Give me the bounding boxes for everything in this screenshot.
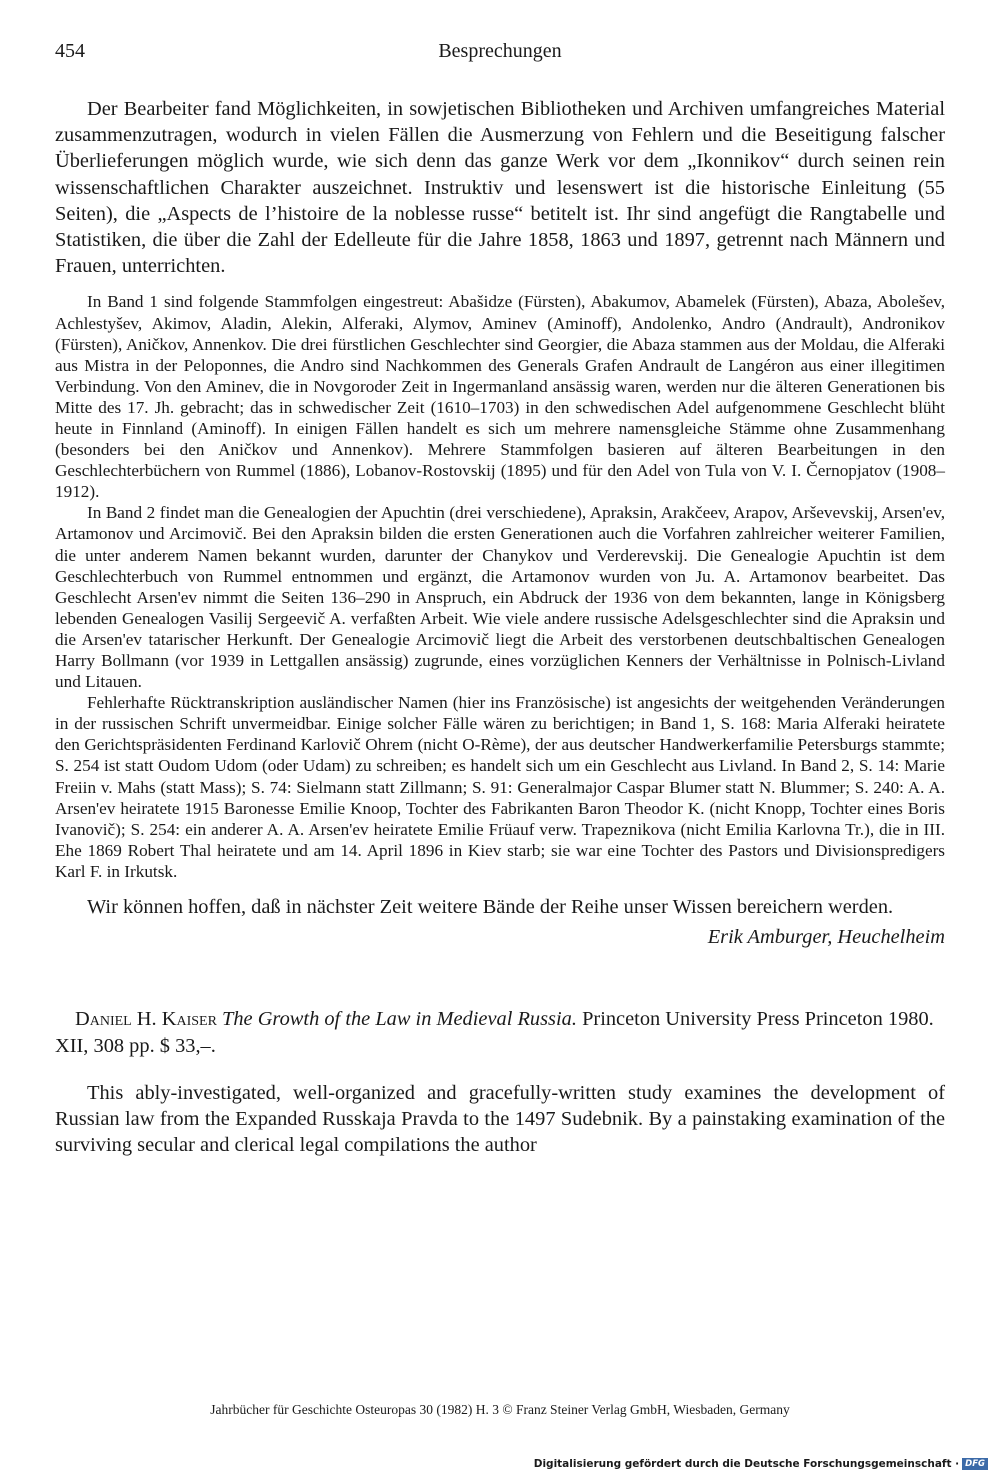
- review-signature: Erik Amburger, Heuchelheim: [707, 926, 945, 949]
- page-header: [55, 40, 945, 70]
- closing-paragraph: Wir können hoffen, daß in nächster Zeit weitere Bände der Reihe unser Wissen bereichern werden.: [87, 896, 894, 919]
- digitization-note: [534, 1458, 988, 1470]
- citation-title: The Growth of the Law in Medieval Russia.: [222, 1008, 577, 1031]
- running-head: Besprechungen: [438, 40, 562, 62]
- body-paragraph: Der Bearbeiter fand Möglichkeiten, in sowjetischen Bibliotheken und Archiven umfangreiches Material zusammenzutragen, wodurch in vielen Fällen die Ausmerzung von Fehlern und die Beseitigung falscher Überlieferungen möglich wurde, wie sich denn das ganze Werk vor dem „Ikonnikov“ durch seinen rein wissenschaftlichen Charakter auszeichnet. Instruktiv und lesenswert ist die historische Einleitung (55 Seiten), die „Aspects de l’histoire de la noblesse russe“ betitelt ist. Ihr sind angefügt die Rangtabelle und Statistiken, die über die Zahl der Edelleute für die Jahre 1858, 1863 und 1897, getrennt nach Männern und Frauen, unterrichten.: [55, 98, 945, 278]
- small-paragraph: In Band 2 findet man die Genealogien der Apuchtin (drei verschiedene), Apraksin, Arakčeev, Arapov, Arševevskij, Arsen'ev, Artamonov und Arcimovič. Bei den Apraksin bilden die ersten Generationen auch die Vorfahren zahlreicher weiterer Familien, die unter anderem Namen bekannt wurden, darunter der Chanykov und Verderevskij. Die Genealogie Apuchtin ist dem Geschlechterbuch von Rummel entnommen und ergänzt, die Artamonov wurden von Ju. A. Artamonov bearbeitet. Das Geschlecht Arsen'ev nimmt die Seiten 136–290 in Anspruch, ein Abdruck der 1936 von dem bekannten, lange in Königsberg lebenden Genealogen Vasilij Sergeevič A. verfaßten Arbeit. Wie viele andere russische Adelsgeschlechter sind die Apraksin und die Arsen'ev tatarischer Herkunft. Der Genealogie Arcimovič liegt die Arbeit des verstorbenen deutschbaltischen Genealogen Harry Bollmann (vor 1939 in Lettgallen ansässig) zugrunde, eines vorzüglichen Kenners der Verhältnisse in Polnisch-Livland und Litauen.: [55, 503, 945, 692]
- page-number: 454: [55, 40, 85, 62]
- citation-author: Daniel H. Kaiser: [75, 1008, 217, 1031]
- page-footer: Jahrbücher für Geschichte Osteuropas 30 (1982) H. 3 © Franz Steiner Verlag GmbH, Wiesbaden, Germany: [210, 1402, 790, 1417]
- digitization-text: Digitalisierung gefördert durch die Deutsche Forschungsgemeinschaft ·: [533, 1458, 960, 1470]
- review-paragraph: This ably-investigated, well-organized and gracefully-written study examines the development of Russian law from the Expanded Russkaja Pravda to the 1497 Sudebnik. By a painstaking examination of the surviving secular and clerical legal compilations the author: [55, 1081, 945, 1157]
- closing-section: [55, 894, 945, 950]
- dfg-logo: DFG: [962, 1458, 988, 1470]
- book-citation: [55, 1006, 945, 1059]
- small-print-block: [55, 291, 945, 882]
- small-paragraph: In Band 1 sind folgende Stammfolgen eingestreut: Abašidze (Fürsten), Abakumov, Abamelek (Fürsten), Abaza, Abolešev, Achlestyšev, Akimov, Aladin, Alekin, Alferaki, Alymov, Aminev (Aminoff), Andolenko, Andro (Andrault), Andronikov (Fürsten), Aničkov, Annenkov. Die drei fürstlichen Geschlechter sind Georgier, die Abaza stammen aus der Moldau, die Alferaki aus Mistra in der Peloponnes, die Andro sind Nachkommen des Generals Grafen Andrault de Langéron aus einer illegitimen Verbindung. Von den Aminev, die in Novgoroder Zeit in Ingermanland ansässig waren, werden nur die älteren Generationen bis Mitte des 17. Jh. gebracht; das in schwedischer Zeit (1610–1703) in den schwedischen Adel aufgenommene Geschlecht blüht heute in Finnland (Aminoff). In einigen Fällen handelt es sich um mehrere namensgleiche Stämme ohne Zusammenhang (besonders bei den Aničkov und Annenkov). Mehrere Stammfolgen basieren auf älteren Bearbeitungen in den Geschlechterbüchern von Rummel (1886), Lobanov-Rostovskij (1895) und für den Adel von Tula von V. I. Černopjatov (1908–1912).: [55, 292, 945, 502]
- small-paragraph: Fehlerhafte Rücktranskription ausländischer Namen (hier ins Französische) ist angesichts der weitgehenden Veränderungen in der russischen Schrift unvermeidbar. Einige solcher Fälle wären zu berichtigen; in Band 1, S. 168: Maria Alferaki heiratete den Gerichtspräsidenten Ferdinand Karlovič Ohrem (nicht O-Rème), der aus deutscher Handwerkerfamilie Petersburgs stammte; S. 254 ist statt Oudom Udom (oder Udam) zu schreiben; es handelt sich um ein Geschlecht aus Livland. In Band 2, S. 14: Marie Freiin v. Mahs (statt Mass); S. 74: Sielmann statt Zillmann; S. 91: Generalmajor Caspar Blumer statt N. Blummer; S. 240: A. A. Arsen'ev heiratete 1915 Baronesse Emilie Knoop, Tochter des Fabrikanten Baron Theodor K. (nicht Knopp, Tochter eines Boris Ivanovič); S. 254: ein anderer A. A. Arsen'ev heiratete Emilie Früauf verw. Trapeznikova (nicht Emilia Karlovna Tr.), die in III. Ehe 1869 Robert Thal heiratete und am 14. April 1896 in Kiev starb; sie war eine Tochter des Pastors und Divisionspredigers Karl F. in Irkutsk.: [55, 693, 945, 881]
- citation-publisher: Princeton University Press Princeton 1980. XII, 308 pp. $ 33,–.: [55, 1008, 934, 1057]
- page-body: [55, 96, 945, 1158]
